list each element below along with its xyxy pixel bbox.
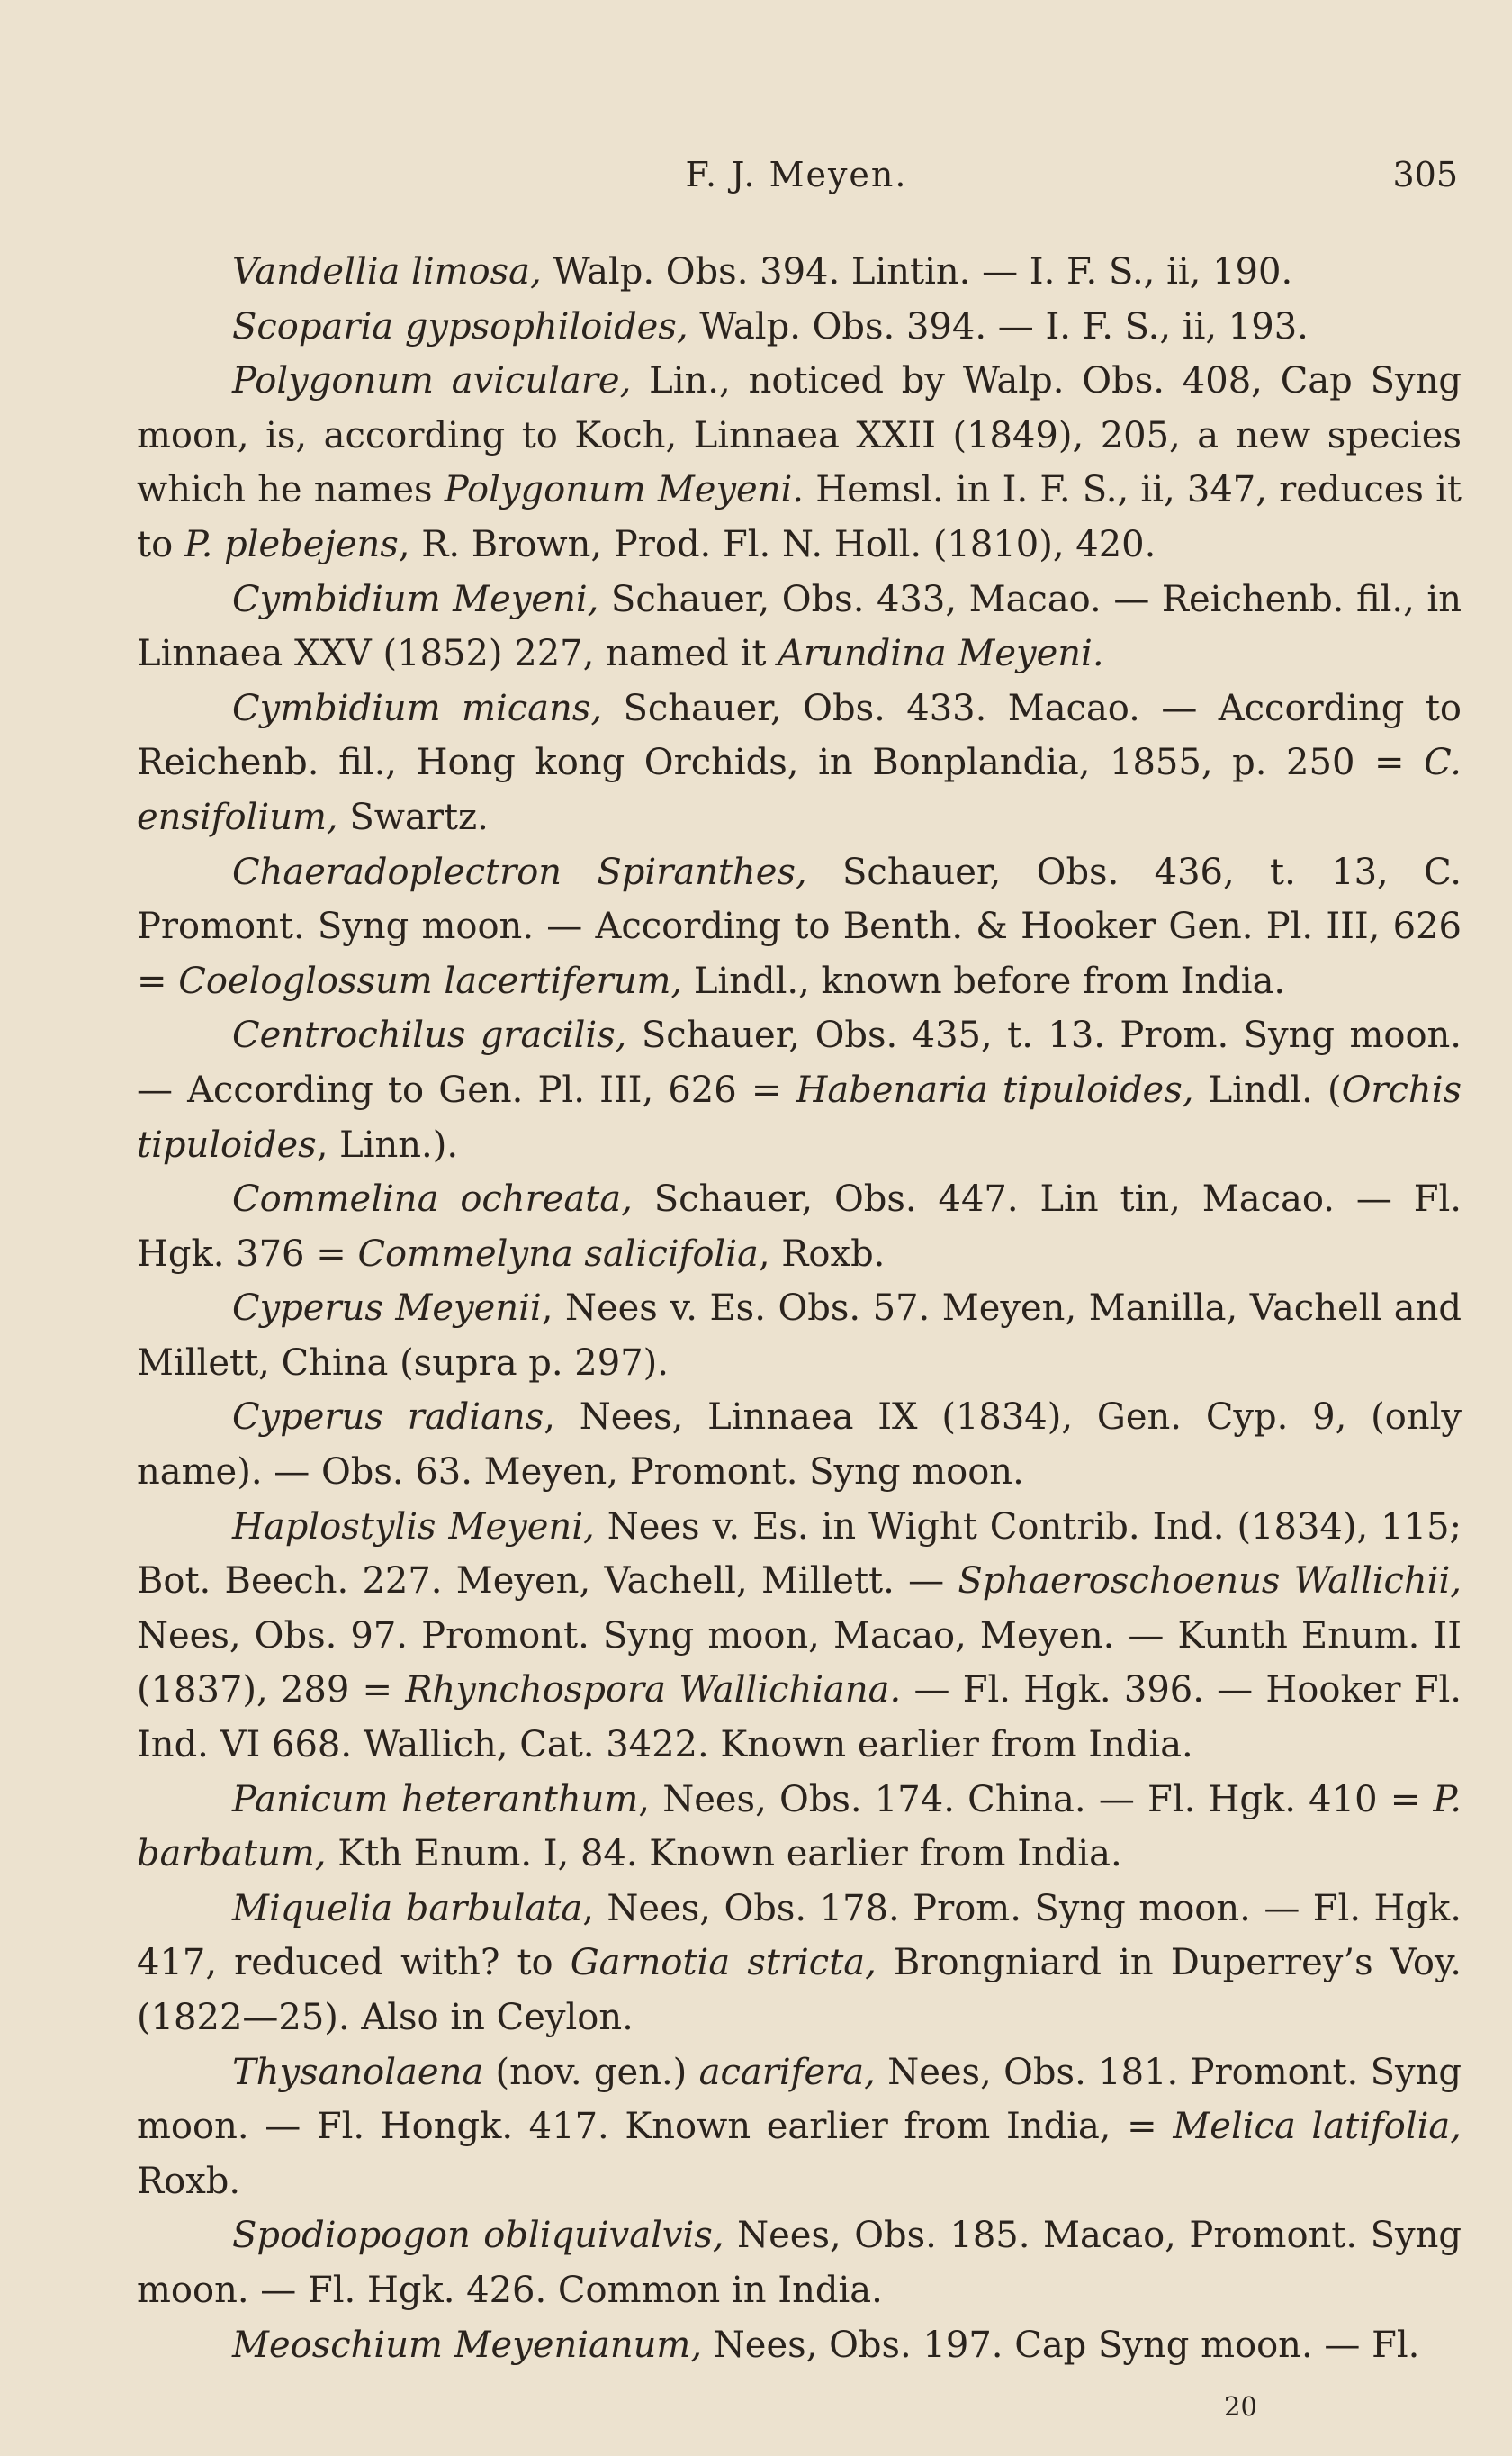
taxon-name: Cyperus radians	[232, 1396, 544, 1439]
taxon-name: Orchis tipuloides	[137, 1069, 1462, 1166]
entry-text: , Linn.).	[316, 1124, 459, 1166]
taxon-name: Commelyna salicifolia	[357, 1233, 759, 1275]
taxon-name: Commelina ochreata,	[232, 1178, 633, 1221]
entry-paragraph	[137, 1390, 1462, 1499]
taxon-name: Panicum heteranthum	[232, 1778, 639, 1820]
entry-text: , R. Brown, Prod. Fl. N. Holl. (1810), 420.	[398, 523, 1156, 565]
taxon-name: P. barbatum,	[137, 1778, 1462, 1875]
entry-text: Lindl., known before from India.	[682, 960, 1286, 1002]
taxon-name: Melica latifolia,	[1173, 2106, 1462, 2148]
entry-text: Schauer, Obs. 447. Lin tin, Macao. — Fl. Hgk. 376 =	[137, 1178, 1462, 1275]
taxon-name: Vandellia limosa,	[232, 251, 542, 293]
taxon-name: Chaeradoplectron Spiranthes,	[232, 851, 807, 893]
taxon-name: Cymbidium Meyeni,	[232, 578, 599, 620]
entry-text: , Nees, Obs. 178. Prom. Syng moon. — Fl. Hgk. 417, reduced with? to	[137, 1887, 1462, 1984]
signature-mark: 20	[1224, 2391, 1257, 2422]
entry-text: Lindl. (	[1193, 1069, 1342, 1111]
entry-text: Nees v. Es. in Wight Contrib. Ind. (1834), 115; Bot. Beech. 227. Meyen, Vachell, Millett. —	[137, 1505, 1462, 1603]
entry-text: , Roxb.	[758, 1233, 886, 1275]
entry-text: Schauer, Obs. 433, Macao. — Reichenb. fil., in Linnaea XXV (1852) 227, named it	[137, 578, 1462, 675]
page-number: 305	[1392, 155, 1458, 194]
running-head	[135, 155, 1458, 209]
entry-paragraph	[137, 2045, 1462, 2209]
taxon-name: Polygonum Meyeni.	[444, 469, 804, 511]
taxon-name: Scoparia gypsophiloides,	[232, 305, 688, 348]
entry-text: Schauer, Obs. 436, t. 13, C. Promont. Syng moon. — According to Benth. & Hooker Gen. Pl. III, 626 =	[137, 851, 1462, 1002]
taxon-name: Rhynchospora Wallichiana.	[405, 1669, 902, 1711]
taxon-name: Spodiopogon obliquivalvis,	[232, 2215, 724, 2257]
body-text	[137, 245, 1462, 2372]
entry-text: Nees, Obs. 97. Promont. Syng moon, Macao, Meyen. — Kunth Enum. II (1837), 289 =	[137, 1614, 1462, 1711]
running-title: F. J. Meyen.	[685, 155, 908, 194]
entry-text: Kth Enum. I, 84. Known earlier from India.	[326, 1833, 1122, 1875]
entry-paragraph	[137, 845, 1462, 1009]
taxon-name: Garnotia stricta,	[570, 1942, 877, 1984]
entry-text: Brongniard in Duperrey’s Voy. (1822—25). Also in Ceylon.	[137, 1942, 1462, 2038]
entry-paragraph	[137, 300, 1462, 355]
entry-paragraph	[137, 2208, 1462, 2317]
entry-text: Swartz.	[338, 796, 489, 838]
taxon-name: Sphaeroschoenus Wallichii,	[958, 1560, 1462, 1603]
entry-text: Lin., noticed by Walp. Obs. 408, Cap Syng moon, is, according to Koch, Linnaea XXII (1849), 205, a new species which he names	[137, 360, 1462, 511]
taxon-name: Habenaria tipuloides,	[796, 1069, 1194, 1111]
taxon-name: Miquelia barbulata	[232, 1887, 583, 1929]
entry-text: — Fl. Hgk. 396. — Hooker Fl. Ind. VI 668. Wallich, Cat. 3422. Known earlier from India.	[137, 1669, 1462, 1766]
entry-text: , Nees v. Es. Obs. 57. Meyen, Manilla, Vachell and Millett, China (supra p. 297).	[137, 1287, 1462, 1384]
taxon-name: Polygonum aviculare,	[232, 360, 632, 402]
taxon-name: Haplostylis Meyeni,	[232, 1505, 595, 1548]
taxon-name: P. plebejens	[184, 523, 399, 565]
taxon-name: Coeloglossum lacertiferum,	[178, 960, 683, 1002]
entry-text: , Nees, Linnaea IX (1834), Gen. Cyp. 9, (only name). — Obs. 63. Meyen, Promont. Syng moon.	[137, 1396, 1462, 1494]
taxon-name: Thysanolaena	[232, 2051, 484, 2093]
entry-text: Schauer, Obs. 433. Macao. — According to Reichenb. fil., Hong kong Orchids, in Bonplandia, 1855, p. 250 =	[137, 687, 1462, 784]
entry-paragraph	[137, 2318, 1462, 2373]
taxon-name: C. ensifolium,	[137, 742, 1462, 838]
entry-text: , Nees, Obs. 174. China. — Fl. Hgk. 410 =	[638, 1778, 1434, 1820]
entry-paragraph	[137, 354, 1462, 572]
taxon-name: Centrochilus gracilis,	[232, 1015, 627, 1057]
entry-text: Walp. Obs. 394. Lintin. — I. F. S., ii, 190.	[541, 251, 1293, 293]
entry-text: Walp. Obs. 394. — I. F. S., ii, 193.	[688, 305, 1309, 348]
entry-paragraph	[137, 1882, 1462, 2045]
taxon-name: Arundina Meyeni.	[778, 633, 1104, 675]
taxon-name: Meoschium Meyenianum,	[232, 2324, 703, 2366]
entry-paragraph	[137, 573, 1462, 682]
entry-text: Schauer, Obs. 435, t. 13. Prom. Syng moon. — According to Gen. Pl. III, 626 =	[137, 1015, 1462, 1111]
entry-paragraph	[137, 1172, 1462, 1281]
entry-paragraph	[137, 1008, 1462, 1172]
taxon-name: acarifera,	[698, 2051, 876, 2093]
entry-text: Nees, Obs. 181. Promont. Syng moon. — Fl. Hongk. 417. Known earlier from India, =	[137, 2051, 1462, 2148]
entry-paragraph	[137, 245, 1462, 300]
entry-text: Hemsl. in I. F. S., ii, 347, reduces it to	[137, 469, 1462, 565]
entry-paragraph	[137, 1500, 1462, 1773]
entry-paragraph	[137, 1773, 1462, 1882]
entry-text: Nees, Obs. 185. Macao, Promont. Syng moon. — Fl. Hgk. 426. Common in India.	[137, 2215, 1462, 2311]
entry-text: (nov. gen.)	[483, 2051, 699, 2093]
entry-paragraph	[137, 1281, 1462, 1390]
entry-text: Nees, Obs. 197. Cap Syng moon. — Fl.	[702, 2324, 1420, 2366]
taxon-name: Cyperus Meyenii	[232, 1287, 542, 1330]
entry-text: Roxb.	[137, 2160, 241, 2202]
taxon-name: Cymbidium micans,	[232, 687, 603, 729]
entry-paragraph	[137, 682, 1462, 845]
